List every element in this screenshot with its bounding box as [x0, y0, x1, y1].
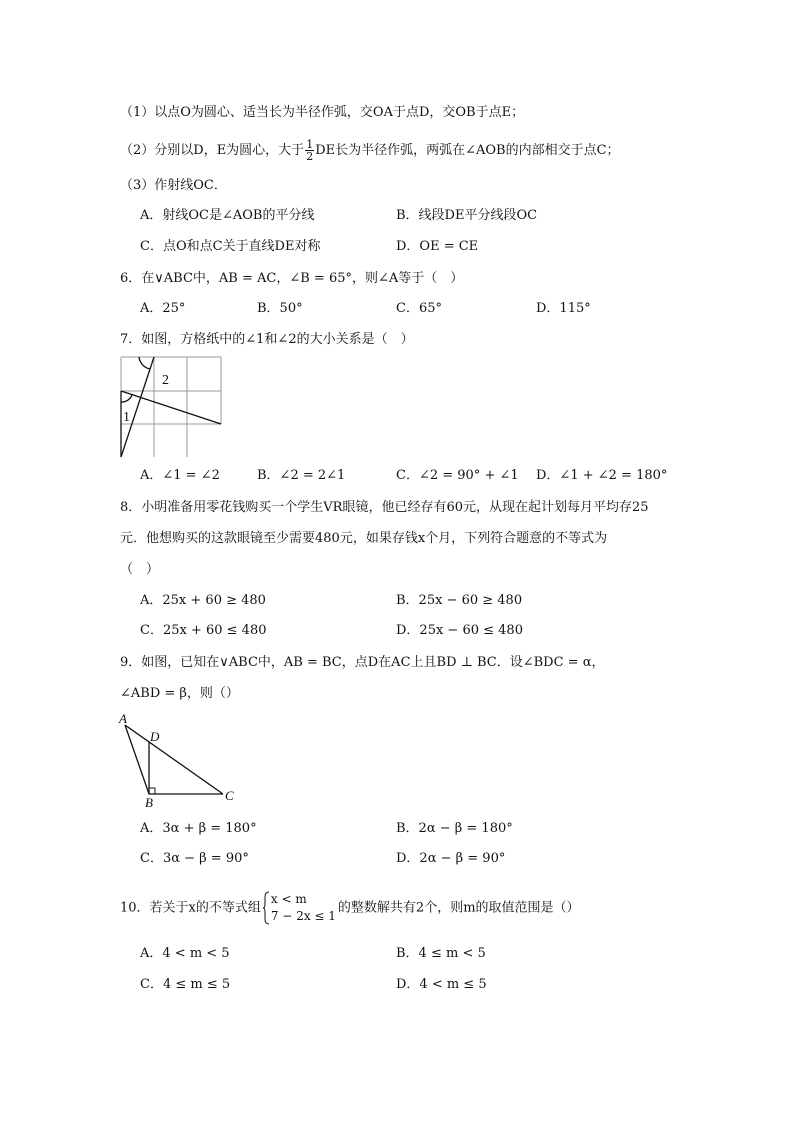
- fraction-denominator: 2: [306, 150, 314, 163]
- left-brace-icon: [263, 891, 270, 925]
- construction-step-3: （3）作射线OC．: [120, 178, 227, 193]
- q7-grid-figure: [118, 354, 226, 462]
- q6-option-c: C．65°: [396, 301, 442, 316]
- triangle-lines: [125, 725, 223, 794]
- q5-option-c: C．点O和点C关于直线DE对称: [140, 239, 321, 254]
- q8-option-d: D．25x − 60 ≤ 480: [396, 623, 523, 638]
- construction-step-1: （1）以点O为圆心、适当长为半径作弧，交OA于点D，交OB于点E；: [120, 105, 525, 120]
- angle-1-label: 1: [123, 410, 130, 425]
- q6-option-a: A．25°: [140, 301, 186, 316]
- q6-stem: 6．在∨ABC中，AB = AC，∠B = 65°，则∠A等于（ ）: [120, 271, 464, 286]
- q7-stem: 7．如图，方格纸中的∠1和∠2的大小关系是（ ）: [120, 332, 414, 347]
- q10-option-b: B．4 ≤ m < 5: [396, 946, 486, 961]
- q5-option-a: A．射线OC是∠AOB的平分线: [140, 208, 315, 223]
- inequality-2: 7 − 2x ≤ 1: [270, 909, 336, 923]
- q10-stem: [120, 891, 580, 925]
- fraction-numerator: 1: [306, 138, 314, 151]
- q7-option-c: C．∠2 = 90° + ∠1: [396, 468, 519, 483]
- q7-option-a: A．∠1 = ∠2: [140, 468, 220, 483]
- vertex-c-label: C: [225, 788, 234, 803]
- fraction-one-half: [305, 139, 314, 162]
- q10-option-d: D．4 < m ≤ 5: [396, 977, 487, 992]
- inequality-system: [263, 891, 336, 925]
- q6-option-d: D．115°: [536, 301, 591, 316]
- q10-option-a: A．4 < m < 5: [140, 946, 230, 961]
- q9-option-d: D．2α − β = 90°: [396, 851, 506, 866]
- q5-option-b: B．线段DE平分线段OC: [396, 208, 538, 223]
- angle-2-label: 2: [162, 373, 169, 388]
- q8-stem-line-2: 元．他想购买的这款眼镜至少需要480元，如果存钱x个月，下列符合题意的不等式为: [120, 531, 608, 546]
- q9-option-c: C．3α − β = 90°: [140, 851, 249, 866]
- step2-text-pre: （2）分别以D，E为圆心，大于: [120, 143, 305, 158]
- q9-triangle-figure: [114, 710, 244, 810]
- inequality-1: x < m: [270, 892, 307, 906]
- q8-option-a: A．25x + 60 ≥ 480: [140, 593, 266, 608]
- q10-option-c: C．4 ≤ m ≤ 5: [140, 977, 231, 992]
- q8-stem-line-3: （ ）: [120, 562, 160, 577]
- q9-stem-line-1: 9．如图，已知在∨ABC中，AB = BC，点D在AC上且BD ⊥ BC．设∠BDC = α，: [120, 655, 605, 670]
- vertex-d-label: D: [150, 729, 160, 744]
- vertex-b-label: B: [145, 795, 153, 810]
- q9-option-a: A．3α + β = 180°: [140, 821, 257, 836]
- q8-option-b: B．25x − 60 ≥ 480: [396, 593, 523, 608]
- q10-stem-pre: 10．若关于x的不等式组: [120, 900, 261, 916]
- q5-option-d: D．OE = CE: [396, 239, 479, 254]
- q9-stem-line-2: ∠ABD = β，则（）: [120, 686, 239, 701]
- q8-stem-line-1: 8．小明准备用零花钱购买一个学生VR眼镜，他已经存有60元，从现在起计划每月平均存25: [120, 500, 649, 515]
- angle-lines: [121, 357, 221, 457]
- construction-step-2: [120, 139, 620, 162]
- q6-option-b: B．50°: [257, 301, 303, 316]
- q10-stem-post: 的整数解共有2个，则m的取值范围是（）: [337, 900, 580, 916]
- step2-text-post: DE长为半径作弧，两弧在∠AOB的内部相交于点C；: [315, 143, 620, 158]
- q7-option-b: B．∠2 = 2∠1: [257, 468, 346, 483]
- q9-option-b: B．2α − β = 180°: [396, 821, 513, 836]
- q7-option-d: D．∠1 + ∠2 = 180°: [536, 468, 668, 483]
- vertex-a-label: A: [119, 711, 127, 726]
- q8-option-c: C．25x + 60 ≤ 480: [140, 623, 267, 638]
